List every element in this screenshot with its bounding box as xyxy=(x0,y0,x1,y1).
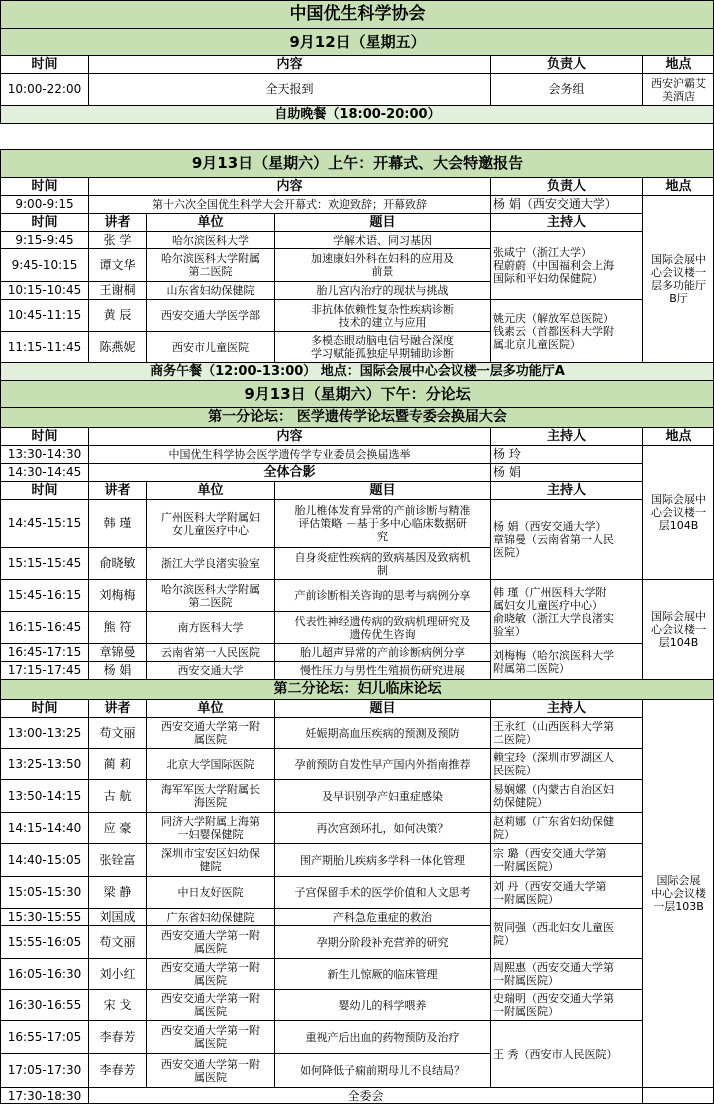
talk-unit-cell: 中日友好医院 xyxy=(146,876,274,908)
talk-topic-cell: 及早识别孕产妇重症感染 xyxy=(274,779,490,812)
time-cell: 9:00-9:15 xyxy=(0,195,88,213)
talk-speaker-cell: 杨 娟 xyxy=(88,661,146,679)
host-cell: 张咸宁（浙江大学） 程蔚蔚（中国福利会上海 国际和平妇幼保健院） xyxy=(490,231,642,299)
talk-unit-cell: 深圳市宝安区妇幼保 健院 xyxy=(146,843,274,876)
talk-unit-cell: 西安交通大学第一附 属医院 xyxy=(146,925,274,958)
talk-time-cell: 13:00-13:25 xyxy=(0,717,88,748)
col-header-place: 地点 xyxy=(642,427,714,445)
day-title-0913-am: 9月13日（星期六）上午：开幕式、大会特邀报告 xyxy=(0,149,714,177)
host-cell: 赖宝玲（深圳市罗湖区人 民医院） xyxy=(490,748,642,779)
talk-unit-cell: 北京大学国际医院 xyxy=(146,748,274,779)
owner-cell: 杨 娟（西安交通大学） xyxy=(490,195,642,213)
col-header-content: 内容 xyxy=(88,427,490,445)
time-cell: 13:30-14:30 xyxy=(0,445,88,463)
place-cell: 国际会展中 心会议楼一 层多功能厅 B厅 xyxy=(642,195,714,362)
talk-time-cell: 9:15-9:45 xyxy=(0,231,88,248)
talk-speaker-cell: 王谢桐 xyxy=(88,281,146,299)
host-cell: 赵莉娜（广东省妇幼保健 院） xyxy=(490,812,642,843)
col-header-speaker: 讲者 xyxy=(88,213,146,231)
talk-unit-cell: 山东省妇幼保健院 xyxy=(146,281,274,299)
col-header-time: 时间 xyxy=(0,699,88,717)
col-header-host: 主持人 xyxy=(490,213,642,231)
talk-speaker-cell: 刘国成 xyxy=(88,908,146,925)
talk-unit-cell: 南方医科大学 xyxy=(146,611,274,643)
content-cell: 全天报到 xyxy=(88,73,490,105)
talk-unit-cell: 西安交通大学第一附 属医院 xyxy=(146,989,274,1020)
forum2-title: 第二分论坛：妇儿临床论坛 xyxy=(0,679,714,699)
owner-cell: 会务组 xyxy=(490,73,642,105)
talk-unit-cell: 西安交通大学 xyxy=(146,661,274,679)
talk-speaker-cell: 宋 戈 xyxy=(88,989,146,1020)
talk-speaker-cell: 蔺 莉 xyxy=(88,748,146,779)
host-cell: 姚元庆（解放军总医院） 钱素云（首都医科大学附 属北京儿童医院） xyxy=(490,299,642,362)
talk-topic-cell: 如何降低子痫前期母儿不良结局？ xyxy=(274,1053,490,1087)
col-header-topic: 题目 xyxy=(274,699,490,717)
talk-topic-cell: 代表性神经遗传病的致病机理研究及 遗传优生咨询 xyxy=(274,611,490,643)
talk-speaker-cell: 刘梅梅 xyxy=(88,579,146,611)
talk-speaker-cell: 张铨富 xyxy=(88,843,146,876)
talk-unit-cell: 西安交通大学第一附 属医院 xyxy=(146,717,274,748)
talk-topic-cell: 子宫保留手术的医学价值和人文思考 xyxy=(274,876,490,908)
talk-time-cell: 14:15-14:40 xyxy=(0,812,88,843)
talk-time-cell: 16:15-16:45 xyxy=(0,611,88,643)
time-cell: 14:30-14:45 xyxy=(0,463,88,481)
col-header-unit: 单位 xyxy=(146,481,274,499)
talk-topic-cell: 产科急危重症的救治 xyxy=(274,908,490,925)
talk-time-cell: 10:45-11:15 xyxy=(0,299,88,331)
talk-speaker-cell: 谭文华 xyxy=(88,248,146,281)
col-header-time: 时间 xyxy=(0,177,88,195)
talk-time-cell: 13:50-14:15 xyxy=(0,779,88,812)
talk-topic-cell: 加速康妇外科在妇科的应用及 前景 xyxy=(274,248,490,281)
talk-time-cell: 16:55-17:05 xyxy=(0,1020,88,1053)
col-header-place: 地点 xyxy=(642,177,714,195)
place-cell: 国际会展 中心会议楼 一层103B xyxy=(642,699,714,1087)
talk-time-cell: 17:15-17:45 xyxy=(0,661,88,679)
col-header-topic: 题目 xyxy=(274,481,490,499)
col-header-owner: 负责人 xyxy=(490,177,642,195)
content-cell: 全体合影 xyxy=(88,463,490,481)
talk-topic-cell: 胎儿椎体发育异常的产前诊断与精准 评估策略 －基于多中心临床数据研 究 xyxy=(274,499,490,547)
host-cell: 周熙惠（西安交通大学第 一附属医院） xyxy=(490,958,642,989)
host-cell: 刘 丹（西安交通大学第 一附属医院） xyxy=(490,876,642,908)
talk-unit-cell: 哈尔滨医科大学附属 第二医院 xyxy=(146,248,274,281)
host-cell: 王 秀（西安市人民医院） xyxy=(490,1020,642,1087)
talk-unit-cell: 西安市儿童医院 xyxy=(146,331,274,362)
talk-unit-cell: 哈尔滨医科大学附属 第二医院 xyxy=(146,579,274,611)
talk-topic-cell: 自身炎症性疾病的致病基因及致病机 制 xyxy=(274,547,490,579)
talk-topic-cell: 孕期分阶段补充营养的研究 xyxy=(274,925,490,958)
talk-unit-cell: 西安交通大学第一附 属医院 xyxy=(146,1053,274,1087)
talk-speaker-cell: 张 学 xyxy=(88,231,146,248)
host-cell: 易娴嫘（内蒙古自治区妇 幼保健院） xyxy=(490,779,642,812)
talk-speaker-cell: 李春芳 xyxy=(88,1053,146,1087)
col-header-time: 时间 xyxy=(0,213,88,231)
content-cell: 第十六次全国优生科学大会开幕式：欢迎致辞；开幕致辞 xyxy=(88,195,490,213)
talk-unit-cell: 浙江大学良渚实验室 xyxy=(146,547,274,579)
col-header-topic: 题目 xyxy=(274,213,490,231)
day-title-0912: 9月12日（星期五） xyxy=(0,28,714,55)
talk-topic-cell: 围产期胎儿疾病多学科一体化管理 xyxy=(274,843,490,876)
talk-time-cell: 15:05-15:30 xyxy=(0,876,88,908)
talk-time-cell: 15:30-15:55 xyxy=(0,908,88,925)
talk-speaker-cell: 熊 符 xyxy=(88,611,146,643)
host-cell: 史瑞明（西安交通大学第 一附属医院） xyxy=(490,989,642,1020)
talk-topic-cell: 再次宫颈环扎，如何决策？ xyxy=(274,812,490,843)
col-header-speaker: 讲者 xyxy=(88,481,146,499)
talk-speaker-cell: 应 豪 xyxy=(88,812,146,843)
col-header-place: 地点 xyxy=(642,55,714,73)
talk-topic-cell: 胎儿超声异常的产前诊断病例分享 xyxy=(274,643,490,661)
talk-speaker-cell: 苟文丽 xyxy=(88,717,146,748)
talk-topic-cell: 非抗体依赖性复杂性疾病诊断 技术的建立与应用 xyxy=(274,299,490,331)
talk-time-cell: 14:45-15:15 xyxy=(0,499,88,547)
talk-unit-cell: 云南省第一人民医院 xyxy=(146,643,274,661)
talk-unit-cell: 广东省妇幼保健院 xyxy=(146,908,274,925)
talk-unit-cell: 西安交通大学第一附 属医院 xyxy=(146,958,274,989)
col-header-unit: 单位 xyxy=(146,699,274,717)
talk-unit-cell: 海军军医大学附属长 海医院 xyxy=(146,779,274,812)
talk-topic-cell: 产前诊断相关咨询的思考与病例分享 xyxy=(274,579,490,611)
talk-time-cell: 13:25-13:50 xyxy=(0,748,88,779)
host-cell: 杨 娟 xyxy=(490,463,642,481)
day-title-0913-pm: 9月13日（星期六）下午：分论坛 xyxy=(0,380,714,407)
talk-time-cell: 15:15-15:45 xyxy=(0,547,88,579)
talk-topic-cell: 重视产后出血的药物预防及治疗 xyxy=(274,1020,490,1053)
talk-speaker-cell: 李春芳 xyxy=(88,1020,146,1053)
talk-speaker-cell: 苟文丽 xyxy=(88,925,146,958)
talk-time-cell: 9:45-10:15 xyxy=(0,248,88,281)
host-cell: 杨 娟（西安交通大学） 章锦曼（云南省第一人民 医院） xyxy=(490,499,642,579)
col-header-content: 内容 xyxy=(88,177,490,195)
org-title: 中国优生科学协会 xyxy=(0,0,714,28)
talk-unit-cell: 西安交通大学第一附 属医院 xyxy=(146,1020,274,1053)
lunch-row: 商务午餐（12:00-13:00） 地点：国际会展中心会议楼一层多功能厅A xyxy=(0,362,714,380)
col-header-speaker: 讲者 xyxy=(88,699,146,717)
talk-time-cell: 15:55-16:05 xyxy=(0,925,88,958)
talk-time-cell: 14:40-15:05 xyxy=(0,843,88,876)
place-cell: 国际会展中 心会议楼一 层104B xyxy=(642,579,714,679)
talk-topic-cell: 婴幼儿的科学喂养 xyxy=(274,989,490,1020)
talk-speaker-cell: 陈燕妮 xyxy=(88,331,146,362)
place-cell: 国际会展中 心会议楼一 层104B xyxy=(642,445,714,579)
talk-topic-cell: 多模态眼动脑电信号融合深度 学习赋能孤独症早期辅助诊断 xyxy=(274,331,490,362)
col-header-time: 时间 xyxy=(0,427,88,445)
talk-time-cell: 10:15-10:45 xyxy=(0,281,88,299)
host-cell: 韩 瑾（广州医科大学附 属妇女儿童医疗中心） 俞晓敏（浙江大学良渚实 验室） xyxy=(490,579,642,643)
talk-topic-cell: 新生儿惊厥的临床管理 xyxy=(274,958,490,989)
talk-time-cell: 16:05-16:30 xyxy=(0,958,88,989)
talk-unit-cell: 广州医科大学附属妇 女儿童医疗中心 xyxy=(146,499,274,547)
talk-unit-cell: 哈尔滨医科大学 xyxy=(146,231,274,248)
host-cell: 宗 璐（西安交通大学第 一附属医院） xyxy=(490,843,642,876)
spacer-row xyxy=(0,123,714,149)
time-cell: 10:00-22:00 xyxy=(0,73,88,105)
content-cell: 中国优生科学协会医学遗传学专业委员会换届选举 xyxy=(88,445,490,463)
col-header-time: 时间 xyxy=(0,481,88,499)
host-cell: 刘梅梅（哈尔滨医科大学 附属第二医院） xyxy=(490,643,642,679)
talk-topic-cell: 学解术语、同习基因 xyxy=(274,231,490,248)
col-header-unit: 单位 xyxy=(146,213,274,231)
col-header-host: 主持人 xyxy=(490,481,642,499)
talk-topic-cell: 妊娠期高血压疾病的预测及预防 xyxy=(274,717,490,748)
time-cell: 17:30-18:30 xyxy=(0,1087,88,1104)
talk-time-cell: 16:45-17:15 xyxy=(0,643,88,661)
col-header-time: 时间 xyxy=(0,55,88,73)
place-cell: 西安沪霸艾 美酒店 xyxy=(642,73,714,105)
talk-unit-cell: 西安交通大学医学部 xyxy=(146,299,274,331)
talk-speaker-cell: 黄 辰 xyxy=(88,299,146,331)
talk-time-cell: 16:30-16:55 xyxy=(0,989,88,1020)
talk-speaker-cell: 梁 静 xyxy=(88,876,146,908)
host-cell: 杨 玲 xyxy=(490,445,642,463)
host-cell: 王永红（山西医科大学第 二医院） xyxy=(490,717,642,748)
talk-speaker-cell: 古 航 xyxy=(88,779,146,812)
col-header-host: 主持人 xyxy=(490,427,642,445)
content-cell: 全委会 xyxy=(88,1087,642,1104)
talk-speaker-cell: 章锦曼 xyxy=(88,643,146,661)
forum1-title: 第一分论坛： 医学遗传学论坛暨专委会换届大会 xyxy=(0,407,714,427)
talk-topic-cell: 胎儿宫内治疗的现状与挑战 xyxy=(274,281,490,299)
talk-time-cell: 15:45-16:15 xyxy=(0,579,88,611)
talk-speaker-cell: 刘小红 xyxy=(88,958,146,989)
col-header-owner: 负责人 xyxy=(490,55,642,73)
talk-time-cell: 11:15-11:45 xyxy=(0,331,88,362)
place-cell xyxy=(642,1087,714,1104)
talk-unit-cell: 同济大学附属上海第 一妇婴保健院 xyxy=(146,812,274,843)
talk-time-cell: 17:05-17:30 xyxy=(0,1053,88,1087)
talk-topic-cell: 孕前预防自发性早产国内外指南推荐 xyxy=(274,748,490,779)
host-cell: 贺同强（西北妇女儿童医 院） xyxy=(490,908,642,958)
talk-topic-cell: 慢性压力与男性生殖损伤研究进展 xyxy=(274,661,490,679)
talk-speaker-cell: 韩 瑾 xyxy=(88,499,146,547)
col-header-host: 主持人 xyxy=(490,699,642,717)
dinner-row: 自助晚餐（18:00-20:00） xyxy=(0,105,714,123)
col-header-content: 内容 xyxy=(88,55,490,73)
talk-speaker-cell: 俞晓敏 xyxy=(88,547,146,579)
